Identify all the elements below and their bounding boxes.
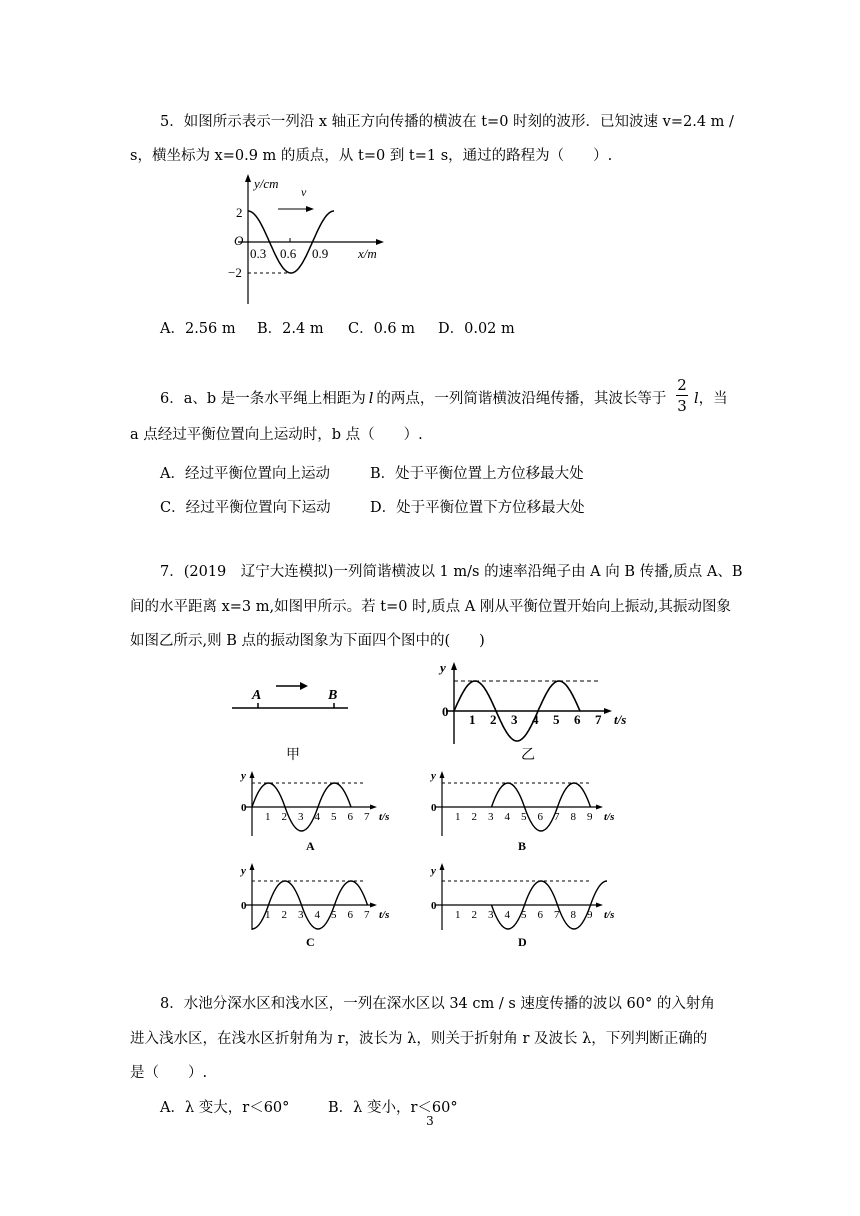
q7-yi-tick-6: 6 xyxy=(574,712,581,727)
q5-option-a: A．2.56 m xyxy=(160,321,236,337)
graph-a-tick-2: 2 xyxy=(281,811,287,823)
graph-d-tick-5: 5 xyxy=(521,909,527,921)
q7-choice-graph-b xyxy=(426,770,626,855)
graph-a-tick-6: 6 xyxy=(347,811,353,823)
q6-line1-b: 的两点，一列简谐横波沿绳传播，其波长等于 xyxy=(376,391,667,407)
graph-d-tick-8: 8 xyxy=(570,909,576,921)
graph-d-tick-6: 6 xyxy=(537,909,543,921)
graph-b-tick-5: 5 xyxy=(521,811,527,823)
q7-yi-tick-5: 5 xyxy=(553,712,560,727)
graph-d-t-label: t/s xyxy=(604,909,615,921)
q7-choice-graph-d xyxy=(426,862,626,950)
q7-yi-y-label: y xyxy=(440,660,446,675)
q5-y-axis-label: y/cm xyxy=(254,176,279,191)
graph-b-tick-8: 8 xyxy=(570,811,576,823)
graph-d-tick-2: 2 xyxy=(471,909,477,921)
q5-origin-label: O xyxy=(234,233,244,248)
q5-y-tick-2: 2 xyxy=(236,205,243,220)
q6-fraction xyxy=(676,376,688,415)
q6-option-d: D．处于平衡位置下方位移最大处 xyxy=(370,500,585,516)
graph-b-tick-9: 9 xyxy=(587,811,593,823)
q7-point-a: A xyxy=(252,688,262,703)
q5-option-c: C．0.6 m xyxy=(348,321,416,337)
graph-c-caption: C xyxy=(306,935,315,949)
page-number: 3 xyxy=(426,1114,434,1128)
q5-velocity-label: v xyxy=(301,185,307,199)
graph-c-tick-5: 5 xyxy=(331,909,337,921)
graph-b-y-label: y xyxy=(431,770,436,782)
q7-line2: 间的水平距离 x=3 m,如图甲所示。若 t=0 时,质点 A 刚从平衡位置开始向上振动,其振动图象 xyxy=(130,599,731,615)
q7-choice-graph-a xyxy=(236,770,416,855)
q6-frac-l: l xyxy=(694,391,699,407)
q7-fig-yi xyxy=(432,660,652,765)
q6-option-b: B．处于平衡位置上方位移最大处 xyxy=(370,466,584,482)
graph-a-caption: A xyxy=(306,839,315,853)
graph-b-t-label: t/s xyxy=(604,811,615,823)
graph-d-tick-4: 4 xyxy=(504,909,510,921)
q6-line1 xyxy=(160,388,666,410)
q7-fig-jia xyxy=(228,675,358,770)
q6-line1-tail xyxy=(694,388,728,410)
q5-x-tick-09: 0.9 xyxy=(312,246,329,261)
q6-options-row2 xyxy=(160,496,585,517)
graph-b-tick-1: 1 xyxy=(455,811,461,823)
q7-caption-yi: 乙 xyxy=(521,748,535,763)
q6-frac-den: 3 xyxy=(677,397,687,415)
q6-line1-c: ，当 xyxy=(698,391,728,407)
q7-line3: 如图乙所示,则 B 点的振动图象为下面四个图中的( ) xyxy=(130,633,485,649)
graph-a-tick-3: 3 xyxy=(298,811,304,823)
graph-c-tick-1: 1 xyxy=(265,909,271,921)
q8-line1: 8．水池分深水区和浅水区，一列在深水区以 34 cm / s 速度传播的波以 60° 的入射角 xyxy=(160,996,715,1012)
graph-a-tick-4: 4 xyxy=(314,811,320,823)
graph-c-origin: 0 xyxy=(241,900,247,912)
graph-a-tick-1: 1 xyxy=(265,811,271,823)
q6-line1-a: 6．a、b 是一条水平绳上相距为 xyxy=(160,391,366,407)
graph-d-tick-1: 1 xyxy=(455,909,461,921)
q7-yi-tick-2: 2 xyxy=(490,712,497,727)
q6-option-c: C．经过平衡位置向下运动 xyxy=(160,500,331,516)
q7-yi-origin: 0 xyxy=(442,704,449,719)
q8-line3: 是（ ）. xyxy=(130,1065,208,1081)
q6-l-symbol: l xyxy=(368,391,374,407)
graph-c-tick-6: 6 xyxy=(347,909,353,921)
graph-a-y-label: y xyxy=(241,770,246,782)
q8-line2: 进入浅水区，在浅水区折射角为 r，波长为 λ，则关于折射角 r 及波长 λ，下列判断正确的 xyxy=(130,1031,708,1047)
graph-c-tick-2: 2 xyxy=(281,909,287,921)
q5-options xyxy=(160,317,515,338)
q7-yi-t-label: t/s xyxy=(614,712,627,727)
q5-wave-graph xyxy=(218,172,398,307)
q5-x-tick-03: 0.3 xyxy=(250,246,267,261)
graph-a-tick-7: 7 xyxy=(364,811,370,823)
graph-b-tick-7: 7 xyxy=(554,811,560,823)
q6-option-a: A．经过平衡位置向上运动 xyxy=(160,466,330,482)
q7-yi-tick-3: 3 xyxy=(511,712,518,727)
graph-d-tick-9: 9 xyxy=(587,909,593,921)
graph-d-origin: 0 xyxy=(431,900,437,912)
graph-b-caption: B xyxy=(518,839,527,853)
q8-option-a: A．λ 变大，r＜60° xyxy=(160,1100,290,1116)
q8-option-b: B．λ 变小，r＜60° xyxy=(328,1100,458,1116)
q7-yi-tick-1: 1 xyxy=(469,712,476,727)
graph-a-t-label: t/s xyxy=(379,811,390,823)
q7-line1: 7．(2019 辽宁大连模拟)一列简谐横波以 1 m/s 的速率沿绳子由 A 向 B 传播,质点 A、B xyxy=(160,564,743,580)
q5-x-axis-label: x/m xyxy=(358,246,377,261)
q5-x-tick-06: 0.6 xyxy=(280,246,297,261)
graph-c-y-label: y xyxy=(241,865,246,877)
graph-d-tick-3: 3 xyxy=(488,909,494,921)
graph-b-tick-4: 4 xyxy=(504,811,510,823)
graph-b-tick-2: 2 xyxy=(471,811,477,823)
q6-frac-num: 2 xyxy=(677,376,687,394)
q6-line2: a 点经过平衡位置向上运动时，b 点（ ）. xyxy=(130,427,423,443)
graph-c-tick-3: 3 xyxy=(298,909,304,921)
q5-line2: s，横坐标为 x=0.9 m 的质点，从 t=0 到 t=1 s，通过的路程为（ ）. xyxy=(130,148,613,164)
graph-c-tick-4: 4 xyxy=(314,909,320,921)
graph-d-caption: D xyxy=(518,935,527,949)
graph-b-origin: 0 xyxy=(431,802,437,814)
q7-yi-tick-4: 4 xyxy=(532,712,539,727)
q7-yi-tick-7: 7 xyxy=(595,712,602,727)
graph-d-y-label: y xyxy=(431,865,436,877)
graph-c-tick-7: 7 xyxy=(364,909,370,921)
q7-choice-graph-c xyxy=(236,862,416,950)
graph-d-tick-7: 7 xyxy=(554,909,560,921)
graph-b-tick-3: 3 xyxy=(488,811,494,823)
q5-option-d: D．0.02 m xyxy=(438,321,515,337)
q5-option-b: B．2.4 m xyxy=(257,321,324,337)
graph-a-origin: 0 xyxy=(241,802,247,814)
graph-b-tick-6: 6 xyxy=(537,811,543,823)
graph-c-t-label: t/s xyxy=(379,909,390,921)
q7-point-b: B xyxy=(328,688,338,703)
graph-a-tick-5: 5 xyxy=(331,811,337,823)
q6-options-row1 xyxy=(160,462,584,483)
q5-y-tick-neg2: −2 xyxy=(228,265,242,280)
q7-caption-jia: 甲 xyxy=(286,748,300,763)
q5-line1: 5．如图所示表示一列沿 x 轴正方向传播的横波在 t=0 时刻的波形．已知波速 v=2.4 m / xyxy=(160,114,734,130)
